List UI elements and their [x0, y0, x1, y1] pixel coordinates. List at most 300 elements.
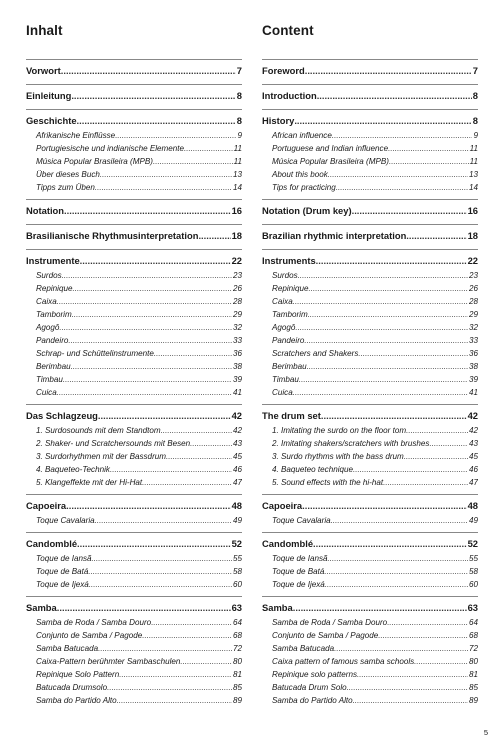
- toc-section: [26, 532, 242, 591]
- toc-subentry[interactable]: [26, 694, 242, 707]
- dot-leader: [357, 668, 468, 681]
- entry-page-number: 48: [231, 498, 242, 514]
- toc-subentry[interactable]: [262, 437, 478, 450]
- dot-leader: [57, 386, 232, 399]
- dot-leader: [295, 321, 468, 334]
- dot-leader: [59, 321, 232, 334]
- entry-page-number: 42: [232, 426, 242, 435]
- entry-page-number: 28: [468, 297, 478, 306]
- dot-leader: [308, 282, 468, 295]
- dot-leader: [184, 142, 233, 155]
- dot-leader: [406, 228, 466, 244]
- dot-leader: [429, 437, 468, 450]
- dot-leader: [66, 498, 230, 514]
- entry-title: 5. Klangeffekte mit der Hi-Hat: [36, 478, 143, 487]
- dot-leader: [89, 578, 232, 591]
- toc-chapter-entry[interactable]: [26, 203, 242, 219]
- toc-subentry[interactable]: [262, 655, 478, 668]
- entry-page-number: 36: [468, 349, 478, 358]
- toc-subentry[interactable]: [26, 168, 242, 181]
- toc-heading: Inhalt: [26, 23, 63, 38]
- toc-subentry[interactable]: [262, 514, 478, 527]
- entry-title: Repinique Solo Pattern: [36, 670, 120, 679]
- dot-leader: [308, 308, 468, 321]
- entry-page-number: 16: [467, 203, 478, 219]
- entry-title: Über dieses Buch: [36, 170, 100, 179]
- entry-page-number: 28: [232, 297, 242, 306]
- entry-title: Cuica: [36, 388, 57, 397]
- dot-leader: [166, 450, 232, 463]
- dot-leader: [336, 181, 468, 194]
- entry-title: Música Popular Brasileira (MPB): [36, 157, 153, 166]
- toc-chapter-entry[interactable]: [262, 498, 478, 514]
- entry-page-number: 68: [468, 631, 478, 640]
- toc-subentry[interactable]: [262, 360, 478, 373]
- dot-leader: [110, 463, 232, 476]
- entry-page-number: 33: [468, 336, 478, 345]
- entry-page-number: 23: [468, 271, 478, 280]
- dot-leader: [77, 113, 236, 129]
- entry-title: Notation (Drum key): [262, 203, 352, 219]
- toc-subentry[interactable]: [26, 321, 242, 334]
- toc-subentry[interactable]: [26, 463, 242, 476]
- entry-page-number: 26: [468, 284, 478, 293]
- entry-title: Conjunto de Samba / Pagode: [36, 631, 143, 640]
- toc-subentry[interactable]: [262, 694, 478, 707]
- entry-title: Toque de Iansã: [36, 554, 92, 563]
- entry-page-number: 52: [231, 536, 242, 552]
- entry-title: Repinique solo patterns: [272, 670, 358, 679]
- toc-subentry[interactable]: [26, 269, 242, 282]
- toc-section: [26, 249, 242, 399]
- entry-page-number: 13: [468, 170, 478, 179]
- toc-subentry[interactable]: [262, 168, 478, 181]
- dot-leader: [389, 155, 469, 168]
- entry-title: Brazilian rhythmic interpretation: [262, 228, 406, 244]
- dot-leader: [190, 437, 232, 450]
- dot-leader: [142, 629, 232, 642]
- entry-page-number: 64: [468, 618, 478, 627]
- entry-page-number: 72: [232, 644, 242, 653]
- dot-leader: [331, 514, 468, 527]
- entry-title: 3. Surdo rhythms with the bass drum: [272, 452, 404, 461]
- entry-title: 2. Imitating shakers/scratchers with brushes: [272, 439, 430, 448]
- toc-subentry[interactable]: [26, 450, 242, 463]
- toc-section: [26, 596, 242, 707]
- toc-subentry[interactable]: [262, 565, 478, 578]
- entry-title: Cuica: [272, 388, 293, 397]
- toc-section: [26, 84, 242, 104]
- toc-section: [262, 494, 478, 527]
- dot-leader: [325, 578, 468, 591]
- dot-leader: [347, 681, 468, 694]
- toc-subentry[interactable]: [26, 373, 242, 386]
- entry-title: Toque de Ijexá: [272, 580, 325, 589]
- dot-leader: [316, 253, 467, 269]
- toc-section: [262, 532, 478, 591]
- dot-leader: [304, 334, 468, 347]
- toc-subentry[interactable]: [26, 642, 242, 655]
- entry-page-number: 81: [468, 670, 478, 679]
- dot-leader: [57, 295, 232, 308]
- dot-leader: [328, 168, 468, 181]
- dot-leader: [115, 129, 236, 142]
- entry-title: Caixa pattern of famous samba schools: [272, 657, 415, 666]
- entry-page-number: 29: [468, 310, 478, 319]
- toc-subentry[interactable]: [26, 424, 242, 437]
- entry-title: Caixa: [36, 297, 57, 306]
- toc-subentry[interactable]: [26, 308, 242, 321]
- dot-leader: [293, 295, 468, 308]
- dot-leader: [153, 155, 233, 168]
- entry-title: 4. Baqueteo technique: [272, 465, 354, 474]
- toc-subentry[interactable]: [26, 514, 242, 527]
- dot-leader: [117, 694, 232, 707]
- dot-leader: [95, 181, 232, 194]
- toc-section: [262, 249, 478, 399]
- entry-page-number: 8: [236, 113, 242, 129]
- entry-title: Tips for practicing: [272, 183, 336, 192]
- entry-title: Samba: [262, 600, 293, 616]
- entry-title: Tamborim: [36, 310, 72, 319]
- dot-leader: [62, 269, 232, 282]
- entry-page-number: 63: [231, 600, 242, 616]
- toc-subentry[interactable]: [26, 360, 242, 373]
- toc-subentry[interactable]: [26, 616, 242, 629]
- toc-subentry[interactable]: [262, 142, 478, 155]
- entry-title: Candomblé: [262, 536, 313, 552]
- toc-chapter-entry[interactable]: [26, 536, 242, 552]
- entry-page-number: 33: [232, 336, 242, 345]
- entry-title: History: [262, 113, 294, 129]
- dot-leader: [80, 253, 231, 269]
- entry-title: Música Popular Brasileira (MPB): [272, 157, 389, 166]
- toc-chapter-entry[interactable]: [262, 88, 478, 104]
- entry-title: Capoeira: [262, 498, 302, 514]
- dot-leader: [378, 629, 468, 642]
- entry-page-number: 8: [472, 88, 478, 104]
- entry-title: Toque de Batá: [272, 567, 325, 576]
- entry-page-number: 39: [468, 375, 478, 384]
- toc-chapter-entry[interactable]: [262, 113, 478, 129]
- dot-leader: [68, 334, 232, 347]
- toc-subentry[interactable]: [26, 386, 242, 399]
- toc-subentry[interactable]: [262, 155, 478, 168]
- entry-page-number: 55: [232, 554, 242, 563]
- entry-title: 3. Surdorhythmen mit der Bassdrum: [36, 452, 167, 461]
- toc-subentry[interactable]: [262, 181, 478, 194]
- toc-subentry[interactable]: [26, 437, 242, 450]
- toc-subentry[interactable]: [262, 373, 478, 386]
- entry-title: Timbau: [272, 375, 299, 384]
- entry-title: Toque de Ijexá: [36, 580, 89, 589]
- toc-section: [26, 59, 242, 79]
- entry-title: Conjunto de Samba / Pagode: [272, 631, 379, 640]
- dot-leader: [72, 282, 232, 295]
- entry-page-number: 9: [237, 131, 242, 140]
- toc-subentry[interactable]: [26, 155, 242, 168]
- entry-title: Capoeira: [26, 498, 66, 514]
- toc-subentry[interactable]: [262, 282, 478, 295]
- toc-subentry[interactable]: [26, 578, 242, 591]
- toc-subentry[interactable]: [26, 334, 242, 347]
- entry-page-number: 32: [232, 323, 242, 332]
- toc-chapter-entry[interactable]: [262, 536, 478, 552]
- toc-chapter-entry[interactable]: [26, 253, 242, 269]
- entry-title: Repinique: [36, 284, 73, 293]
- entry-title: 4. Baqueteo-Technik: [36, 465, 110, 474]
- toc-chapter-entry[interactable]: [26, 408, 242, 424]
- toc-subentry[interactable]: [262, 424, 478, 437]
- entry-title: Instruments: [262, 253, 316, 269]
- toc-chapter-entry[interactable]: [262, 203, 478, 219]
- dot-leader: [313, 536, 467, 552]
- entry-title: Das Schlagzeug: [26, 408, 98, 424]
- dot-leader: [387, 616, 468, 629]
- toc-chapter-entry[interactable]: [26, 228, 242, 244]
- toc-section: [262, 199, 478, 219]
- toc-subentry[interactable]: [26, 681, 242, 694]
- toc-subentry[interactable]: [262, 129, 478, 142]
- dot-leader: [307, 360, 468, 373]
- entry-page-number: 46: [232, 465, 242, 474]
- toc-subentry[interactable]: [262, 347, 478, 360]
- entry-title: Samba do Partido Alto: [272, 696, 353, 705]
- dot-leader: [358, 347, 468, 360]
- entry-title: Timbau: [36, 375, 63, 384]
- toc-chapter-entry[interactable]: [26, 88, 242, 104]
- toc-subentry[interactable]: [262, 552, 478, 565]
- entry-page-number: 32: [468, 323, 478, 332]
- entry-title: Surdos: [272, 271, 298, 280]
- toc-subentry[interactable]: [262, 616, 478, 629]
- toc-chapter-entry[interactable]: [26, 600, 242, 616]
- toc-chapter-entry[interactable]: [26, 498, 242, 514]
- toc-subentry[interactable]: [26, 129, 242, 142]
- toc-subentry[interactable]: [262, 681, 478, 694]
- dot-leader: [321, 408, 467, 424]
- dot-leader: [404, 450, 468, 463]
- dot-leader: [299, 373, 468, 386]
- entry-title: Portugiesische und indianische Elemente: [36, 144, 185, 153]
- entry-page-number: 89: [468, 696, 478, 705]
- entry-page-number: 47: [232, 478, 242, 487]
- entry-title: Einleitung: [26, 88, 71, 104]
- entry-page-number: 64: [232, 618, 242, 627]
- entry-title: 1. Imitating the surdo on the floor tom: [272, 426, 407, 435]
- toc-subentry[interactable]: [262, 308, 478, 321]
- toc-subentry[interactable]: [26, 295, 242, 308]
- page-number: 5: [483, 728, 488, 737]
- toc-heading: Content: [262, 23, 314, 38]
- dot-leader: [334, 642, 468, 655]
- entry-title: Scratchers and Shakers: [272, 349, 359, 358]
- toc-subentry[interactable]: [262, 629, 478, 642]
- entry-title: Surdos: [36, 271, 62, 280]
- toc-subentry[interactable]: [262, 334, 478, 347]
- toc-section: [262, 109, 478, 194]
- entry-title: Samba: [26, 600, 57, 616]
- toc-chapter-entry[interactable]: [262, 600, 478, 616]
- toc-chapter-entry[interactable]: [262, 408, 478, 424]
- toc-subentry[interactable]: [262, 386, 478, 399]
- toc-section: [26, 199, 242, 219]
- dot-leader: [352, 203, 467, 219]
- dot-leader: [332, 129, 473, 142]
- toc-section: [26, 109, 242, 194]
- toc-subentry[interactable]: [262, 668, 478, 681]
- entry-title: Samba do Partido Alto: [36, 696, 117, 705]
- toc-chapter-entry[interactable]: [26, 113, 242, 129]
- entry-page-number: 58: [468, 567, 478, 576]
- entry-title: 1. Surdosounds mit dem Standtom: [36, 426, 161, 435]
- toc-subentry[interactable]: [262, 642, 478, 655]
- toc-subentry[interactable]: [26, 655, 242, 668]
- entry-title: Berimbau: [272, 362, 307, 371]
- toc-subentry[interactable]: [26, 565, 242, 578]
- toc-subentry[interactable]: [262, 450, 478, 463]
- entry-title: Agogô: [36, 323, 60, 332]
- dot-leader: [180, 655, 232, 668]
- dot-leader: [77, 536, 231, 552]
- toc-subentry[interactable]: [262, 295, 478, 308]
- entry-page-number: 45: [232, 452, 242, 461]
- dot-leader: [161, 424, 232, 437]
- dot-leader: [151, 616, 232, 629]
- entry-title: Samba Batucada: [272, 644, 335, 653]
- entry-title: African influence: [272, 131, 332, 140]
- entry-title: Geschichte: [26, 113, 77, 129]
- dot-leader: [57, 600, 231, 616]
- toc-subentry[interactable]: [26, 476, 242, 489]
- entry-page-number: 22: [467, 253, 478, 269]
- dot-leader: [294, 113, 471, 129]
- dot-leader: [317, 88, 472, 104]
- toc-subentry[interactable]: [26, 282, 242, 295]
- entry-page-number: 43: [232, 439, 242, 448]
- entry-page-number: 63: [467, 600, 478, 616]
- entry-page-number: 11: [469, 157, 478, 166]
- dot-leader: [71, 360, 232, 373]
- toc-subentry[interactable]: [262, 578, 478, 591]
- entry-title: Afrikanische Einflüsse: [36, 131, 116, 140]
- dot-leader: [293, 386, 468, 399]
- entry-title: Repinique: [272, 284, 309, 293]
- toc-subentry[interactable]: [26, 142, 242, 155]
- dot-leader: [302, 498, 466, 514]
- toc-sections: [262, 59, 478, 712]
- entry-title: Brasilianische Rhythmusinterpretation: [26, 228, 198, 244]
- entry-page-number: 38: [232, 362, 242, 371]
- toc-chapter-entry[interactable]: [26, 63, 242, 79]
- dot-leader: [95, 514, 232, 527]
- entry-title: Batucada Drumsolo: [36, 683, 108, 692]
- entry-page-number: 39: [232, 375, 242, 384]
- dot-leader: [63, 373, 232, 386]
- entry-page-number: 52: [467, 536, 478, 552]
- entry-page-number: 9: [473, 131, 478, 140]
- toc-subentry[interactable]: [262, 463, 478, 476]
- entry-page-number: 89: [232, 696, 242, 705]
- entry-page-number: 68: [232, 631, 242, 640]
- toc-subentry[interactable]: [26, 668, 242, 681]
- entry-title: Berimbau: [36, 362, 71, 371]
- toc-subentry[interactable]: [26, 181, 242, 194]
- toc-subentry[interactable]: [26, 347, 242, 360]
- dot-leader: [328, 552, 468, 565]
- entry-title: Instrumente: [26, 253, 80, 269]
- toc-chapter-entry[interactable]: [262, 253, 478, 269]
- entry-title: Samba Batucada: [36, 644, 99, 653]
- entry-page-number: 41: [468, 388, 478, 397]
- toc-chapter-entry[interactable]: [262, 228, 478, 244]
- entry-title: Caixa-Pattern berühmter Sambaschulen: [36, 657, 181, 666]
- entry-page-number: 7: [472, 63, 478, 79]
- entry-title: Tamborim: [272, 310, 308, 319]
- toc-subentry[interactable]: [262, 476, 478, 489]
- dot-leader: [71, 88, 235, 104]
- entry-title: Toque Cavalaria: [36, 516, 95, 525]
- entry-page-number: 85: [468, 683, 478, 692]
- entry-page-number: 49: [468, 516, 478, 525]
- entry-page-number: 29: [232, 310, 242, 319]
- entry-page-number: 16: [231, 203, 242, 219]
- dot-leader: [61, 63, 236, 79]
- toc-section: [262, 404, 478, 489]
- toc-section: [26, 224, 242, 244]
- entry-page-number: 58: [232, 567, 242, 576]
- entry-page-number: 22: [231, 253, 242, 269]
- entry-page-number: 8: [236, 88, 242, 104]
- entry-title: Vorwort: [26, 63, 61, 79]
- dot-leader: [388, 142, 468, 155]
- toc-section: [262, 596, 478, 707]
- toc-subentry[interactable]: [262, 269, 478, 282]
- toc-subentry[interactable]: [26, 552, 242, 565]
- dot-leader: [353, 463, 468, 476]
- entry-page-number: 23: [232, 271, 242, 280]
- entry-title: Toque Cavalaria: [272, 516, 331, 525]
- toc-section: [26, 494, 242, 527]
- entry-title: Samba de Roda / Samba Douro: [272, 618, 388, 627]
- entry-page-number: 18: [467, 228, 478, 244]
- entry-page-number: 72: [468, 644, 478, 653]
- toc-section: [262, 59, 478, 79]
- entry-title: The drum set: [262, 408, 321, 424]
- dot-leader: [383, 476, 468, 489]
- entry-title: Tipps zum Üben: [36, 183, 95, 192]
- entry-page-number: 13: [232, 170, 242, 179]
- entry-title: Toque de Batá: [36, 567, 89, 576]
- toc-section: [26, 404, 242, 489]
- entry-page-number: 80: [468, 657, 478, 666]
- entry-page-number: 38: [468, 362, 478, 371]
- toc-sections: [26, 59, 242, 712]
- toc-subentry[interactable]: [262, 321, 478, 334]
- dot-leader: [98, 408, 231, 424]
- entry-title: Pandeiro: [272, 336, 305, 345]
- entry-title: 2. Shaker- und Scratchersounds mit Besen: [36, 439, 191, 448]
- dot-leader: [72, 308, 232, 321]
- toc-chapter-entry[interactable]: [262, 63, 478, 79]
- entry-page-number: 14: [232, 183, 242, 192]
- entry-page-number: 8: [472, 113, 478, 129]
- entry-page-number: 60: [468, 580, 478, 589]
- entry-page-number: 42: [467, 408, 478, 424]
- entry-page-number: 14: [468, 183, 478, 192]
- toc-section: [262, 84, 478, 104]
- toc-subentry[interactable]: [26, 629, 242, 642]
